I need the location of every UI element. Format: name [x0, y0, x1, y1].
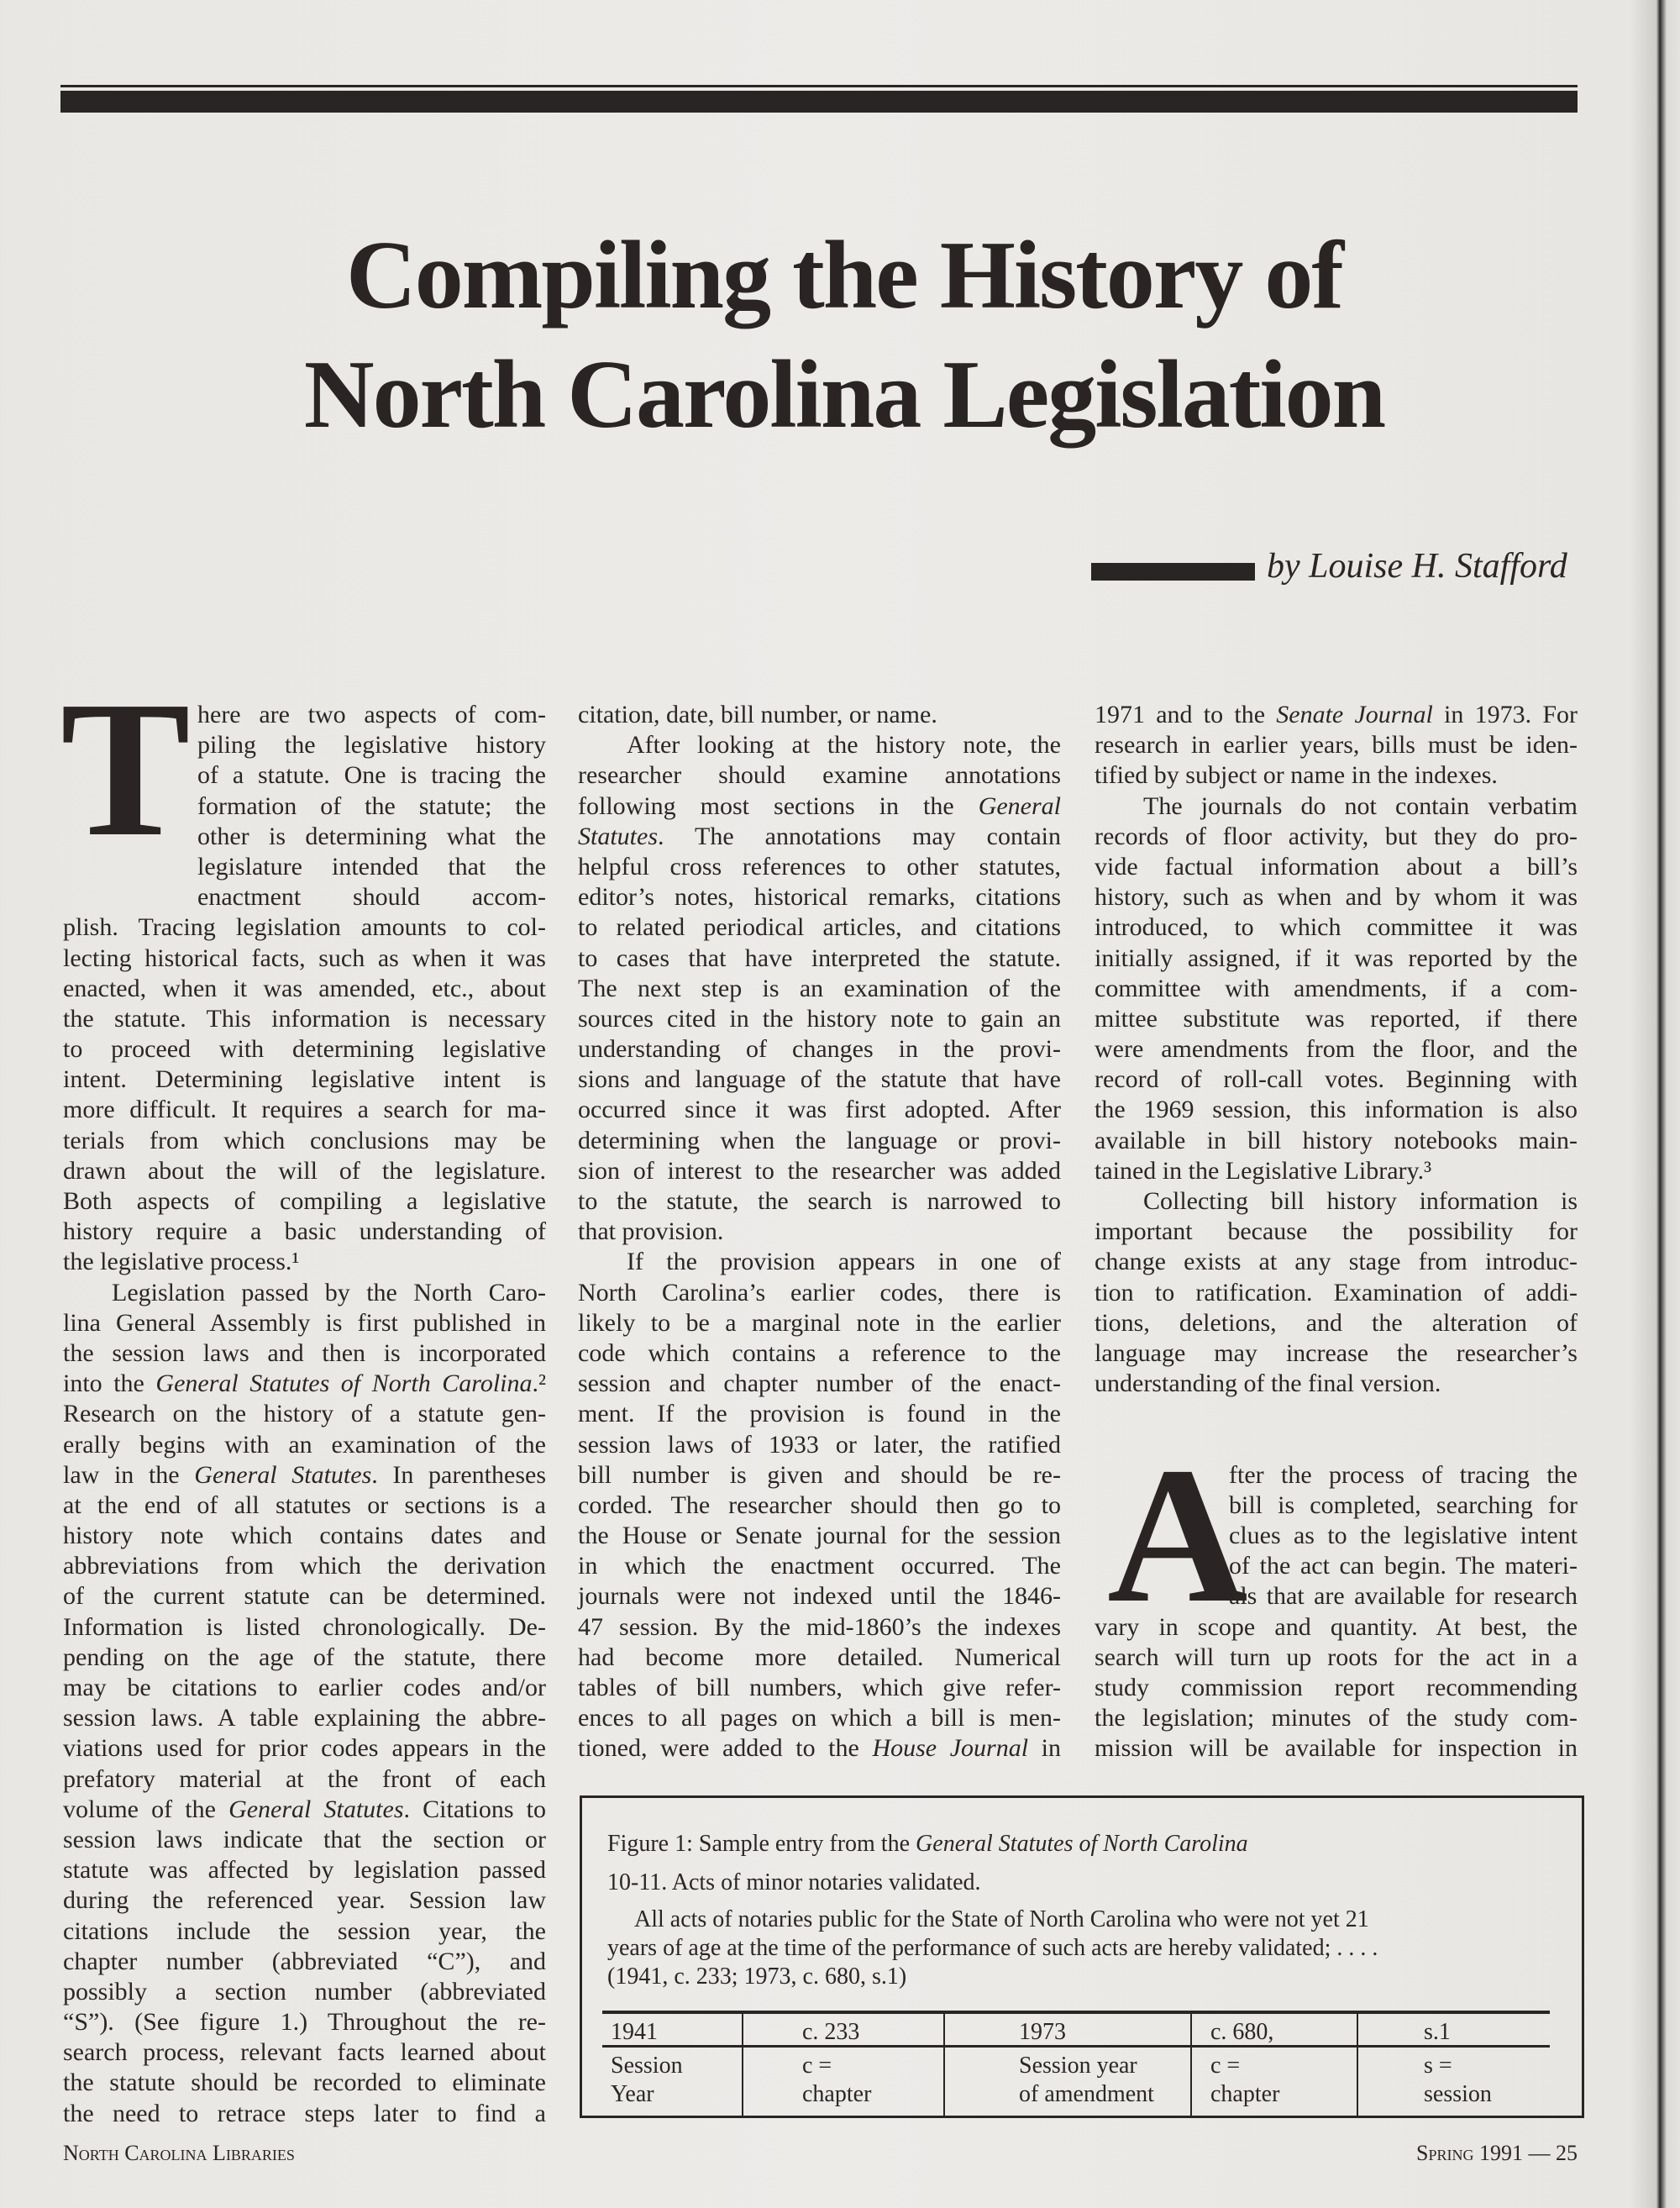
text-column-1 [63, 700, 546, 2129]
text-line: bill is completed, searching for [1229, 1490, 1578, 1519]
spacer [1095, 1399, 1578, 1429]
table-label: of amendment [1019, 2081, 1154, 2107]
text-line [63, 1369, 546, 1399]
table-label: chapter [1210, 2081, 1280, 2107]
table-value-session-year: 1941 [611, 2019, 658, 2045]
figure-caption [607, 1830, 1248, 1858]
text-line: search process, relevant facts learned about [63, 2038, 546, 2067]
text-line: that provision. [578, 1217, 724, 1246]
text-line: vary in scope and quantity. At best, the [1095, 1612, 1578, 1641]
text-line: formation of the statute; the [197, 791, 546, 820]
text-line: session laws indicate that the section or [63, 1825, 546, 1853]
italic-text: House Journal [872, 1734, 1029, 1763]
text-line: committee with amendments, if a com- [1095, 974, 1578, 1002]
table-label: Session [611, 2053, 683, 2079]
text-line: North Carolina’s earlier codes, there is [578, 1278, 1061, 1306]
text-line: enacted, when it was amended, etc., about [63, 974, 546, 1002]
text-line: the statute. This information is necessary [63, 1004, 546, 1033]
text-line [63, 1460, 546, 1490]
text-line: record of roll-call votes. Beginning with [1095, 1065, 1578, 1094]
text-line: research in earlier years, bills must be iden- [1095, 731, 1578, 760]
text-line: legislature intended that the [197, 852, 546, 881]
text-line: of the current statute can be determined. [63, 1582, 546, 1611]
text-line: initially assigned, if it was reported by the [1095, 944, 1578, 972]
text-line: lecting historical facts, such as when it was [63, 944, 546, 972]
text-line: tified by subject or name in the indexes. [1095, 761, 1498, 790]
text-line: the legislation; minutes of the study com- [1095, 1704, 1578, 1732]
text-line: terials from which conclusions may be [63, 1126, 546, 1154]
text-line: history note which contains dates and [63, 1522, 546, 1550]
italic-text: General Statutes of North Carolina [155, 1369, 533, 1398]
text-line: introduced, to which committee it was [1095, 913, 1578, 942]
figure-statute-body-2: years of age at the time of the performance of such acts are hereby validated; . . . . [607, 1935, 1378, 1961]
table-label: Year [611, 2081, 654, 2107]
text-line: were amendments from the floor, and the [1095, 1035, 1578, 1064]
text-line: intent. Determining legislative intent is [63, 1065, 546, 1094]
text-segment: in [1028, 1734, 1061, 1763]
text-line: the House or Senate journal for the session [578, 1522, 1061, 1550]
text-line: more difficult. It requires a search for ma- [63, 1096, 546, 1124]
text-line: of a statute. One is tracing the [197, 761, 546, 790]
text-line: during the referenced year. Session law [63, 1886, 546, 1915]
text-line: change exists at any stage from introduc- [1095, 1248, 1578, 1276]
figure-statute-body-1: All acts of notaries public for the State of North Carolina who were not yet 21 [634, 1906, 1369, 1932]
table-label: Session year [1019, 2053, 1137, 2079]
text-line: the 1969 session, this information is also [1095, 1096, 1578, 1124]
text-segment: into the [63, 1369, 156, 1398]
text-line: search will turn up roots for the act in a [1095, 1643, 1578, 1671]
text-line [578, 791, 1061, 822]
text-line [578, 822, 1061, 852]
text-line: language may increase the researcher’s [1095, 1338, 1578, 1367]
text-line: corded. The researcher should then go to [578, 1490, 1061, 1519]
text-line: helpful cross references to other statutes, [578, 852, 1061, 881]
text-line: pending on the age of the statute, there [63, 1643, 546, 1671]
text-line: journals were not indexed until the 1846- [578, 1582, 1061, 1611]
figure-citation: (1941, c. 233; 1973, c. 680, s.1) [607, 1964, 907, 1990]
text-line: the session laws and then is incorporated [63, 1338, 546, 1367]
italic-text: Statutes [578, 822, 658, 850]
text-line: prefatory material at the front of each [63, 1764, 546, 1793]
text-line: study commission report recommending [1095, 1674, 1578, 1701]
text-line: After looking at the history note, the [627, 731, 1061, 760]
text-line: abbreviations from which the derivation [63, 1552, 546, 1580]
text-segment: volume of the [63, 1795, 229, 1823]
text-line [63, 1795, 546, 1825]
text-line: session and chapter number of the enact- [578, 1369, 1061, 1398]
text-line: to related periodical articles, and citations [578, 913, 1061, 942]
text-line: the need to retrace steps later to find a [63, 2099, 546, 2127]
text-line: ment. If the provision is found in the [578, 1400, 1061, 1428]
text-line: possibly a section number (abbreviated [63, 1977, 546, 2006]
drop-cap-a: A [1107, 1427, 1248, 1643]
figure-caption-prefix: Figure 1: Sample entry from the [607, 1831, 916, 1857]
text-line: of the act can begin. The materi- [1229, 1552, 1578, 1580]
text-line [1095, 700, 1578, 730]
italic-text: General Statutes [194, 1460, 372, 1489]
text-line: “S”). (See figure 1.) Throughout the re- [63, 2008, 546, 2037]
table-label: c = [1210, 2053, 1241, 2079]
text-line: session laws. A table explaining the abbre- [63, 1704, 546, 1732]
figure-table-divider [943, 2013, 945, 2116]
text-line: Legislation passed by the North Caro- [112, 1278, 546, 1306]
text-line: to proceed with determining legislative [63, 1035, 546, 1064]
text-line: erally begins with an examination of the [63, 1430, 546, 1459]
italic-text: General Statutes [228, 1795, 404, 1823]
table-label: s = [1424, 2053, 1452, 2079]
text-line: other is determining what the [197, 822, 546, 850]
text-segment: in 1973. For [1432, 701, 1578, 728]
text-line: 47 session. By the mid-1860’s the indexes [578, 1612, 1061, 1641]
table-label: chapter [802, 2081, 872, 2107]
table-value-amendment-year: 1973 [1019, 2019, 1066, 2045]
text-line: history, such as when and by whom it was [1095, 883, 1578, 912]
table-value-amendment-chapter: c. 680, [1210, 2019, 1274, 2045]
figure-table-divider [1190, 2013, 1192, 2116]
text-segment: following most sections in the [578, 791, 979, 820]
figure-1-box [580, 1795, 1584, 2118]
text-segment: . In parentheses [371, 1460, 546, 1489]
text-line: fter the process of tracing the [1229, 1460, 1578, 1489]
text-line: determining when the language or provi- [578, 1126, 1061, 1154]
text-line: sources cited in the history note to gain an [578, 1004, 1061, 1033]
text-line: had become more detailed. Numerical [578, 1643, 1061, 1671]
text-line: editor’s notes, historical remarks, citations [578, 883, 1061, 912]
text-line: Both aspects of compiling a legislative [63, 1187, 546, 1215]
italic-text: General [978, 791, 1061, 820]
text-line: may be citations to earlier codes and/or [63, 1674, 546, 1701]
text-segment: . Citations to [403, 1795, 546, 1823]
text-line: mittee substitute was reported, if there [1095, 1004, 1578, 1033]
table-label: c = [802, 2053, 832, 2079]
text-line: here are two aspects of com- [197, 701, 546, 728]
text-line: occurred since it was first adopted. After [578, 1096, 1061, 1124]
text-column-3 [1095, 700, 1578, 1764]
spacer [1095, 1430, 1578, 1460]
text-line: sion of interest to the researcher was added [578, 1156, 1061, 1185]
text-line: tables of bill numbers, which give refer- [578, 1674, 1061, 1701]
article-title-line-1: Compiling the History of [345, 222, 1343, 329]
footer-issue-page: Spring 1991 — 25 [1416, 2141, 1578, 2165]
text-line: Research on the history of a statute gen- [63, 1400, 546, 1428]
table-value-chapter: c. 233 [802, 2019, 860, 2045]
text-column-2 [578, 700, 1061, 1764]
text-line: The journals do not contain verbatim [1143, 791, 1578, 820]
byline-rule [1091, 563, 1255, 581]
text-line: enactment should accom- [197, 883, 546, 912]
text-line: clues as to the legislative intent [1229, 1522, 1578, 1550]
text-line: citation, date, bill number, or name. [578, 701, 937, 728]
text-line: code which contains a reference to the [578, 1338, 1061, 1367]
text-line: understanding of changes in the provi- [578, 1035, 1061, 1064]
text-line: bill number is given and should be re- [578, 1460, 1061, 1489]
article-title-line-2: North Carolina Legislation [303, 341, 1385, 449]
text-segment: law in the [63, 1460, 195, 1489]
text-line: in which the enactment occurred. The [578, 1552, 1061, 1580]
text-line: ences to all pages on which a bill is men- [578, 1704, 1061, 1732]
text-line: lina General Assembly is first published in [63, 1308, 546, 1337]
italic-text: Senate Journal [1276, 701, 1433, 728]
text-line: understanding of the final version. [1095, 1369, 1441, 1398]
text-segment: .² [532, 1369, 546, 1398]
figure-table-divider [1357, 2013, 1358, 2116]
text-line: statute was affected by legislation passed [63, 1856, 546, 1885]
text-line: viations used for prior codes appears in the [63, 1734, 546, 1763]
text-line: The next step is an examination of the [578, 974, 1061, 1002]
table-value-section: s.1 [1424, 2019, 1451, 2045]
text-line: to the statute, the search is narrowed to [578, 1187, 1061, 1215]
text-line: plish. Tracing legislation amounts to col- [63, 913, 546, 942]
text-line: available in bill history notebooks main- [1095, 1126, 1578, 1154]
text-segment: 1971 and to the [1095, 701, 1277, 728]
text-line: session laws of 1933 or later, the ratified [578, 1430, 1061, 1459]
text-line: Collecting bill history information is [1143, 1187, 1578, 1215]
text-line: drawn about the will of the legislature. [63, 1156, 546, 1185]
text-line: If the provision appears in one of [627, 1248, 1061, 1276]
text-line: tions, deletions, and the alteration of [1095, 1308, 1578, 1337]
text-line: mission will be available for inspection in [1095, 1734, 1578, 1763]
figure-table-row-divider [602, 2045, 1550, 2048]
figure-caption-title: General Statutes of North Carolina [916, 1831, 1248, 1857]
text-line: important because the possibility for [1095, 1217, 1578, 1246]
text-line [578, 1733, 1061, 1764]
text-line: the statute should be recorded to eliminate [63, 2069, 546, 2097]
text-line: likely to be a marginal note in the earlier [578, 1308, 1061, 1337]
text-segment: . The annotations may contain [658, 822, 1061, 850]
byline: by Louise H. Stafford [1267, 547, 1567, 586]
text-line: researcher should examine annotations [578, 761, 1061, 790]
text-line: to cases that have interpreted the statute. [578, 944, 1061, 972]
text-line: tion to ratification. Examination of addi- [1095, 1278, 1578, 1306]
text-line: history require a basic understanding of [63, 1217, 546, 1246]
drop-cap-t: T [60, 661, 191, 877]
text-line: als that are available for research [1229, 1582, 1578, 1611]
top-rule-thick [60, 91, 1578, 113]
text-line: sions and language of the statute that have [578, 1065, 1061, 1094]
text-line: vide factual information about a bill’s [1095, 852, 1578, 881]
figure-table-divider [742, 2013, 743, 2116]
text-line: piling the legislative history [197, 731, 546, 760]
table-label: session [1424, 2081, 1492, 2107]
text-line: chapter number (abbreviated “C”), and [63, 1947, 546, 1975]
footer-publication: North Carolina Libraries [63, 2141, 295, 2165]
text-line: Information is listed chronologically. De- [63, 1612, 546, 1641]
text-segment: tioned, were added to the [578, 1734, 873, 1763]
figure-statute-heading: 10-11. Acts of minor notaries validated. [607, 1869, 981, 1895]
text-line: tained in the Legislative Library.³ [1095, 1156, 1432, 1185]
text-line: records of floor activity, but they do pro- [1095, 822, 1578, 850]
text-line: the legislative process.¹ [63, 1248, 300, 1276]
top-rule-thin [60, 85, 1578, 87]
text-line: at the end of all statutes or sections is a [63, 1490, 546, 1519]
text-line: citations include the session year, the [63, 1916, 546, 1945]
